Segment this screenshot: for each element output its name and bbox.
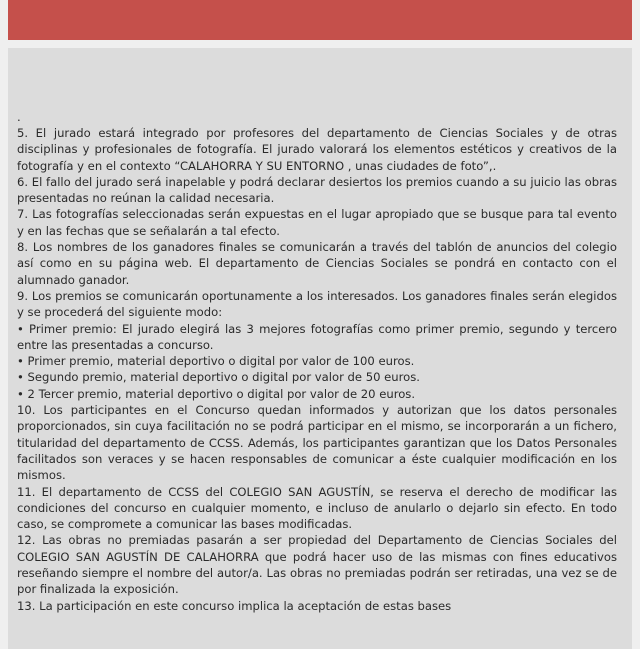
- rule-9-bullet-1: • Primer premio: El jurado elegirá las 3 mejores fotografías como primer premio, segundo y tercero entre las presentadas a concurso.: [17, 321, 617, 352]
- rule-7: 7. Las fotografías seleccionadas serán expuestas en el lugar apropiado que se busque para tal evento y en las fechas que se señalarán a tal efecto.: [17, 207, 617, 238]
- rule-12: 12. Las obras no premiadas pasarán a ser propiedad del Departamento de Ciencias Sociales del COLEGIO SAN AGUSTÍN DE CALAHORRA que podrá hacer uso de las mismas con fines educativos reseñando siempre el nombre del autor/a. Las obras no premiadas podrán ser retiradas, una vez se de por finalizada la exposición.: [17, 533, 617, 597]
- header-bar: [8, 0, 632, 40]
- rule-10: 10. Los participantes en el Concurso quedan informados y autorizan que los datos personales proporcionados, sin cuya facilitación no se podrá participar en el mismo, se incorporarán a un fichero, titularidad del departamento de CCSS. Además, los participantes garantizan que los Datos Personales facilitados son veraces y se hacen responsables de comunicar a éste cualquier modificación en los mismos.: [17, 403, 617, 483]
- rule-9-bullet-3: • Segundo premio, material deportivo o digital por valor de 50 euros.: [17, 370, 420, 385]
- rule-8: 8. Los nombres de los ganadores finales se comunicarán a través del tablón de anuncios del colegio así como en su página web. El departamento de Ciencias Sociales se pondrá en contacto con el alumnado ganador.: [17, 240, 617, 287]
- rule-9: 9. Los premios se comunicarán oportunamente a los interesados. Los ganadores finales serán elegidos y se procederá del siguiente modo:: [17, 288, 617, 320]
- rules-text: [17, 109, 617, 614]
- rule-13: 13. La participación en este concurso implica la aceptación de estas bases: [17, 598, 452, 613]
- rule-9-bullet-4: • 2 Tercer premio, material deportivo o digital por valor de 20 euros.: [17, 386, 416, 401]
- stray-dot: .: [17, 110, 21, 124]
- rule-9-bullet-2: • Primer premio, material deportivo o digital por valor de 100 euros.: [17, 354, 415, 369]
- rule-5: 5. El jurado estará integrado por profesores del departamento de Ciencias Sociales y de otras disciplinas y profesionales de fotografía. El jurado valorará los elementos estéticos y creativos de la fotografía y en el contexto “CALAHORRA Y SU ENTORNO , unas ciudades de foto”,.: [17, 126, 617, 173]
- rule-6: 6. El fallo del jurado será inapelable y podrá declarar desiertos los premios cuando a su juicio las obras presentadas no reúnan la calidad necesaria.: [17, 174, 617, 206]
- rule-11: 11. El departamento de CCSS del COLEGIO SAN AGUSTÍN, se reserva el derecho de modificar las condiciones del concurso en cualquier momento, e incluso de anularlo o dejarlo sin efecto. En todo caso, se compromete a comunicar las bases modificadas.: [17, 484, 617, 532]
